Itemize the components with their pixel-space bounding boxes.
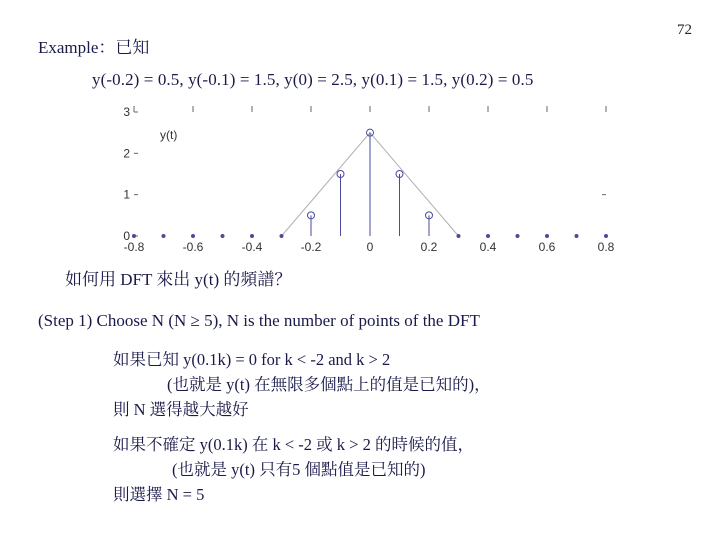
zero-sample-dot (221, 234, 225, 238)
x-tick-label: 0 (366, 240, 374, 254)
x-tick-label: 0.2 (420, 240, 438, 254)
x-tick-label: 0.6 (538, 240, 556, 254)
zero-sample-dot (486, 234, 490, 238)
zero-sample-dot (604, 234, 608, 238)
zero-sample-dot (191, 234, 195, 238)
chart-plot-area (123, 105, 614, 254)
zero-sample-dot (457, 234, 461, 238)
y-tick-label: 1 (123, 187, 130, 202)
zero-sample-dot (545, 234, 549, 238)
x-tick-label: -0.6 (182, 240, 204, 254)
y-axis-label: y(t) (160, 127, 178, 142)
x-tick-label: -0.2 (300, 240, 322, 254)
zero-sample-dot (280, 234, 284, 238)
x-tick-label: 0.8 (597, 240, 615, 254)
example-heading: Example：已知 (38, 38, 150, 57)
dft-question: 如何用 DFT 來出 y(t) 的頻譜？ (65, 270, 292, 289)
step1-text: (Step 1) Choose N (N ≥ 5), N is the number of points of the DFT (38, 311, 480, 330)
y-tick-label: 0 (123, 229, 130, 243)
x-tick-label: -0.8 (123, 240, 145, 254)
case1-condition: 如果已知 y(0.1k) = 0 for k < -2 and k > 2 (113, 350, 391, 369)
stem-chart (120, 98, 640, 258)
given-values-line: y(-0.2) = 0.5, y(-0.1) = 1.5, y(0) = 2.5, y(0.1) = 1.5, y(0.2) = 0.5 (92, 70, 534, 89)
case2-condition: 如果不確定 y(0.1k) 在 k < -2 或 k > 2 的時候的值， (113, 435, 474, 454)
x-tick-label: -0.4 (241, 240, 263, 254)
case2-explanation: (也就是 y(t) 只有5 個點值是已知的) (172, 460, 426, 479)
case2-conclusion: 則選擇 N = 5 (113, 485, 205, 504)
y-tick-label: 3 (123, 105, 130, 119)
x-tick-label: 0.4 (479, 240, 497, 254)
zero-sample-dot (132, 234, 136, 238)
case1-conclusion: 則 N 選得越大越好 (113, 400, 249, 419)
zero-sample-dot (575, 234, 579, 238)
zero-sample-dot (516, 234, 520, 238)
zero-sample-dot (162, 234, 166, 238)
zero-sample-dot (250, 234, 254, 238)
y-tick-label: 2 (123, 146, 130, 161)
page-number: 72 (677, 22, 692, 38)
case1-explanation: (也就是 y(t) 在無限多個點上的值是已知的)， (167, 375, 491, 394)
